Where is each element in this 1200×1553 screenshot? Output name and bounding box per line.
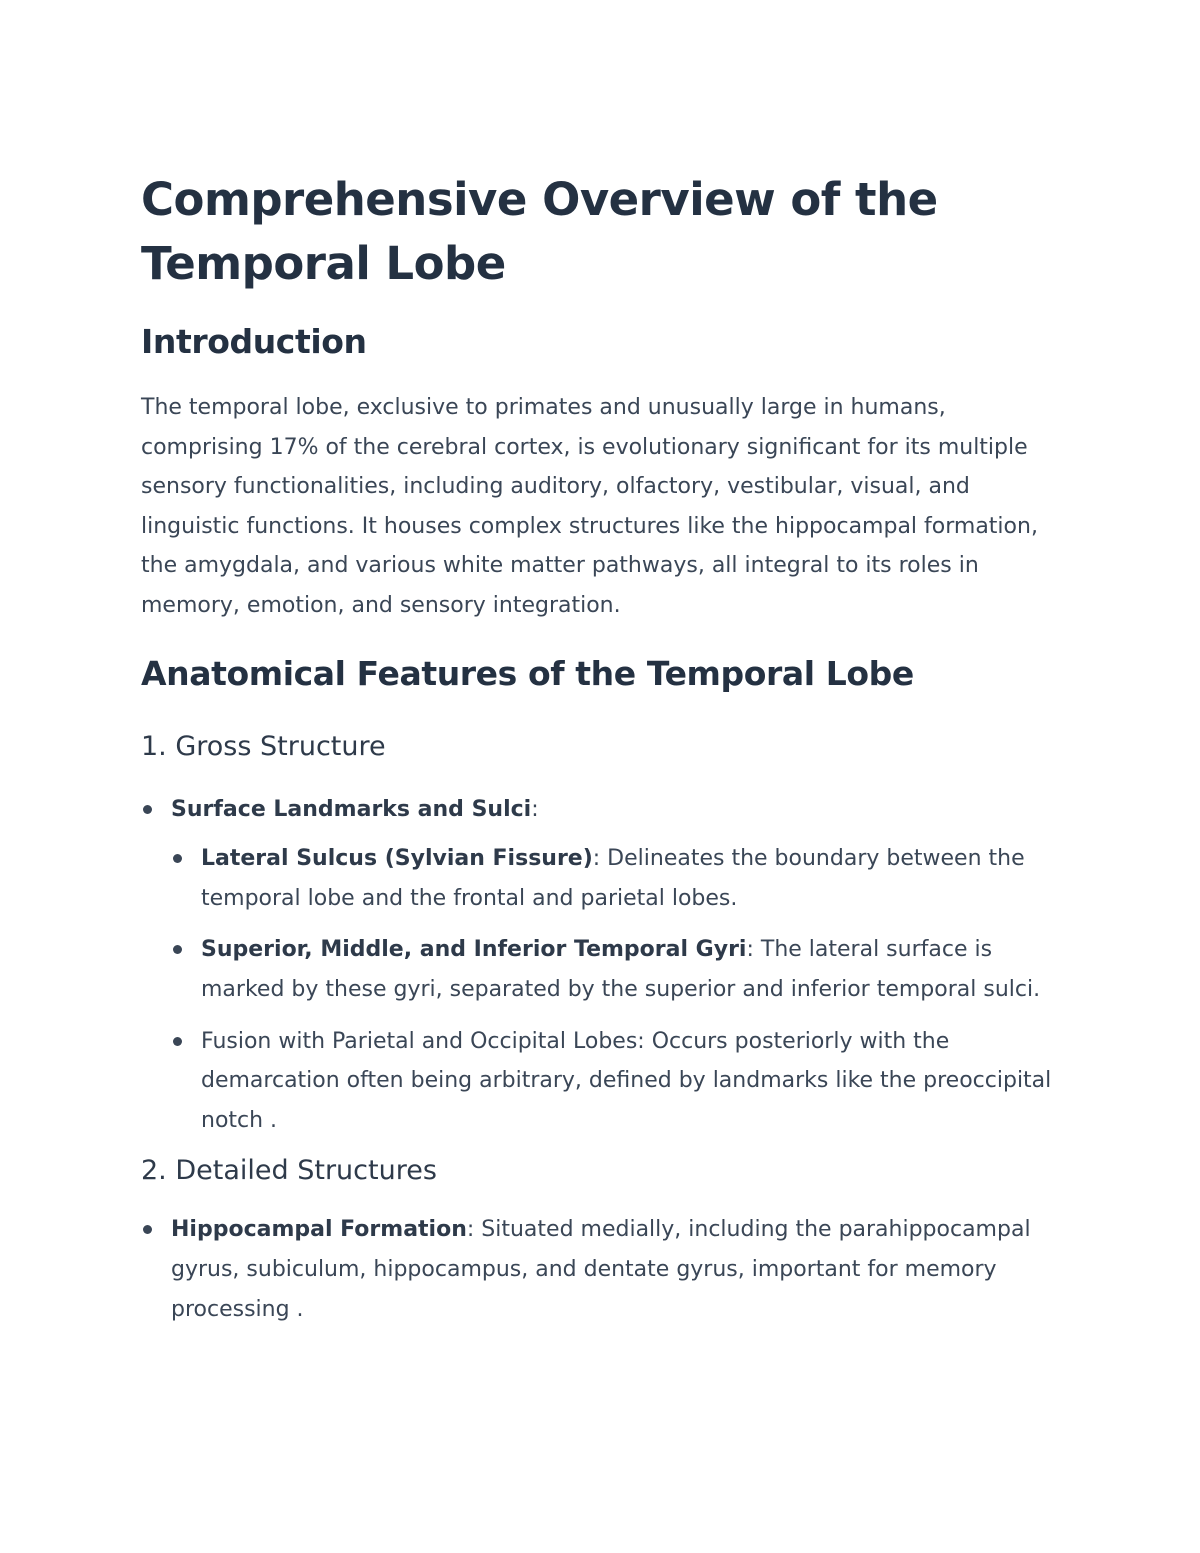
hippocampal-formation-text: : Situated medially, including the parahippocampal gyrus, subiculum, hippocampus, and dentate gyrus, important for memory processing . — [171, 1217, 1031, 1322]
list-item-surface-landmarks — [141, 790, 1061, 1141]
list-item-lobe-fusion — [171, 1022, 1061, 1141]
bullet-icon — [143, 805, 152, 814]
bullet-icon — [173, 1037, 182, 1046]
temporal-gyri-text: : The lateral surface is marked by these gyri, separated by the superior and inferior temporal sulci. — [201, 937, 1041, 1002]
surface-landmarks-suffix: : — [531, 796, 539, 822]
lobe-fusion-text: Fusion with Parietal and Occipital Lobes: Occurs posteriorly with the demarcation often being arbitrary, defined by landmarks like the preoccipital notch . — [201, 1028, 1052, 1133]
list-item-temporal-gyri — [171, 930, 1061, 1009]
hippocampal-formation-label: Hippocampal Formation — [171, 1217, 467, 1243]
document-title: Comprehensive Overview of the Temporal Lobe — [141, 173, 938, 290]
bullet-icon — [173, 945, 182, 954]
detailed-structures-list — [141, 1210, 1061, 1329]
lateral-sulcus-label: Lateral Sulcus (Sylvian Fissure) — [201, 846, 593, 872]
surface-landmarks-label: Surface Landmarks and Sulci — [171, 796, 532, 822]
introduction-heading: Introduction — [141, 322, 367, 361]
temporal-gyri-label: Superior, Middle, and Inferior Temporal Gyri — [201, 937, 747, 963]
list-item-hippocampal-formation — [141, 1210, 1061, 1329]
bullet-icon — [173, 854, 182, 863]
document-page — [141, 168, 1061, 1329]
surface-landmarks-sublist — [171, 839, 1061, 1140]
gross-structure-heading: 1. Gross Structure — [141, 730, 386, 762]
detailed-structures-heading: 2. Detailed Structures — [141, 1155, 437, 1187]
list-item-lateral-sulcus — [171, 839, 1061, 918]
introduction-paragraph: The temporal lobe, exclusive to primates and unusually large in humans, comprising 17% of the cerebral cortex, is evolutionary significant for its multiple sensory functionalities, including auditory, olfactory, vestibular, visual, and linguistic functions. It houses complex structures like the hippocampal formation, the amygdala, and various white matter pathways, all integral to its roles in memory, emotion, and sensory integration. — [141, 395, 1038, 618]
gross-structure-list — [141, 790, 1061, 1141]
bullet-icon — [143, 1225, 152, 1234]
lateral-sulcus-text: : Delineates the boundary between the temporal lobe and the frontal and parietal lobes. — [201, 846, 1025, 911]
anatomical-features-heading: Anatomical Features of the Temporal Lobe — [141, 653, 914, 693]
